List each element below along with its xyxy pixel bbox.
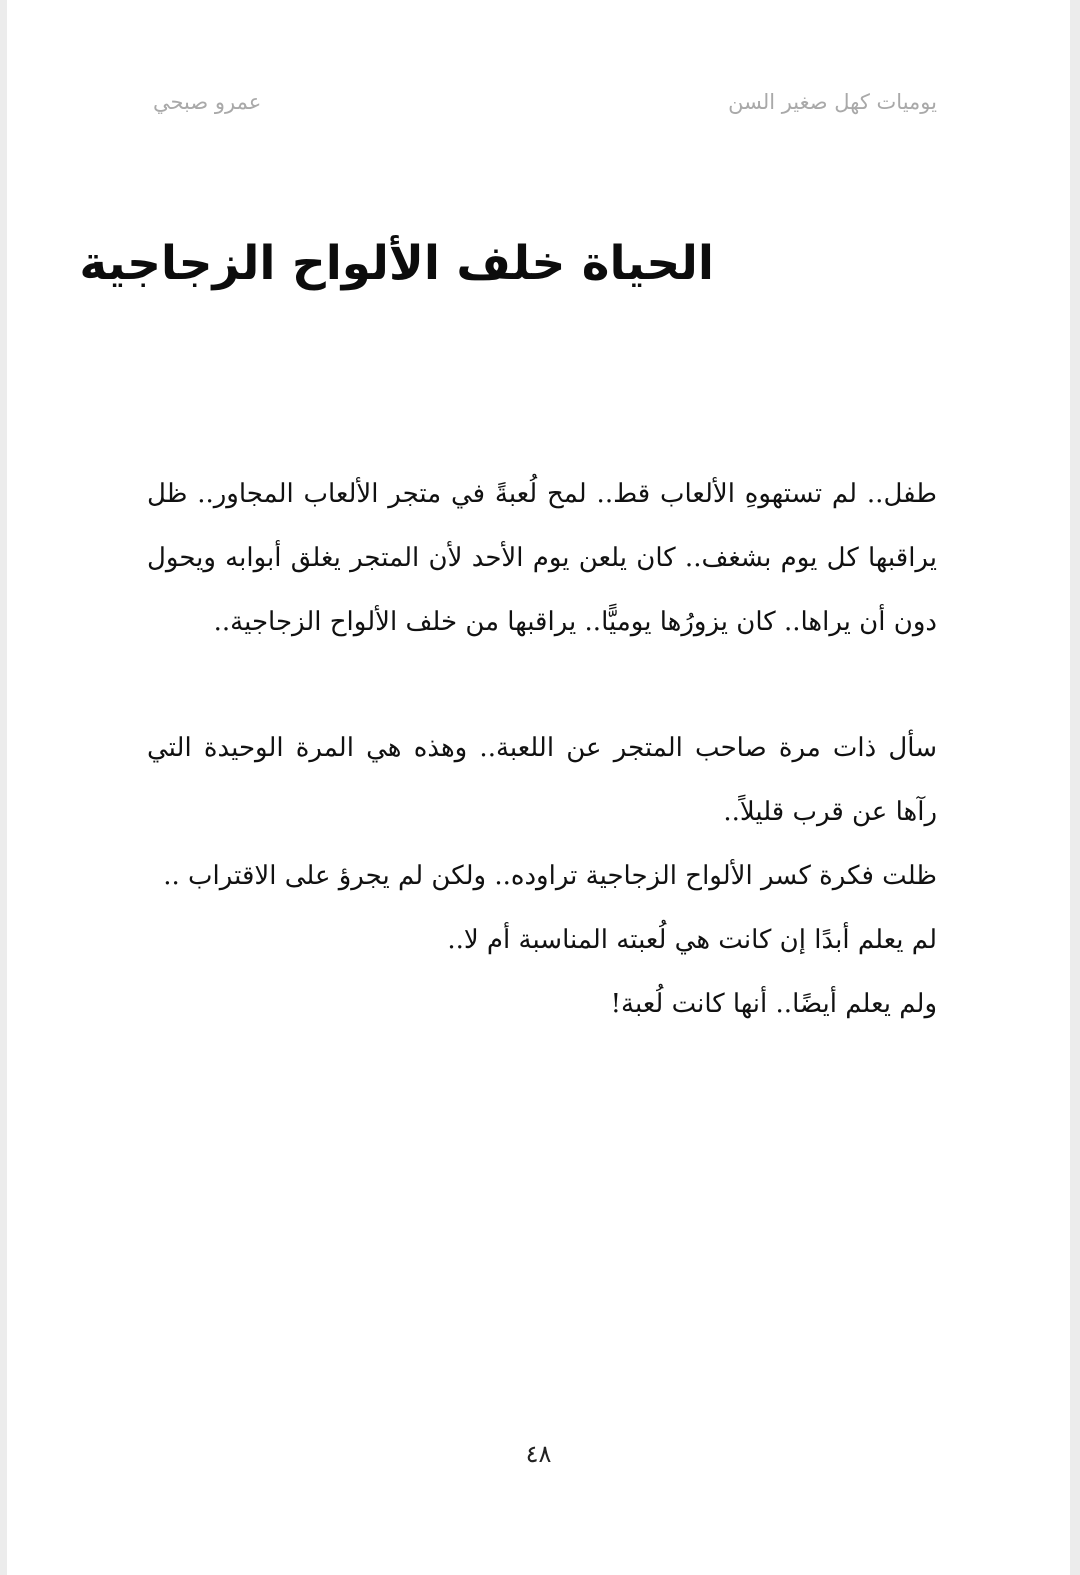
chapter-title: الحياة خلف الألواح الزجاجية [79,236,714,291]
paragraph: ولم يعلم أيضًا.. أنها كانت لُعبة! [610,989,937,1019]
page-number: ٤٨ [525,1440,552,1468]
paragraph: سأل ذات مرة صاحب المتجر عن اللعبة.. وهذه هي المرة الوحيدة التي رآها عن قرب قليلاً.. [147,733,937,827]
paragraph: لم يعلم أبدًا إن كانت هي لُعبته المناسبة أم لا.. [447,925,937,955]
paragraph: ظلت فكرة كسر الألواح الزجاجية تراوده.. ولكن لم يجرؤ على الاقتراب .. [163,861,937,891]
paragraph-spacer [147,654,937,716]
book-page [7,0,1070,1575]
running-header-author: عمرو صبحي [153,90,262,114]
running-header-book-title: يوميات كهل صغير السن [728,90,937,114]
chapter-body [147,462,937,1036]
paragraph: طفل.. لم تستهوهِ الألعاب قط.. لمح لُعبةً في متجر الألعاب المجاور.. ظل يراقبها كل يوم بشغف.. كان يلعن يوم الأحد لأن المتجر يغلق أبوابه ويحول دون أن يراها.. كان يزورُها يوميًّا.. يراقبها من خلف الألواح الزجاجية.. [147,479,937,637]
